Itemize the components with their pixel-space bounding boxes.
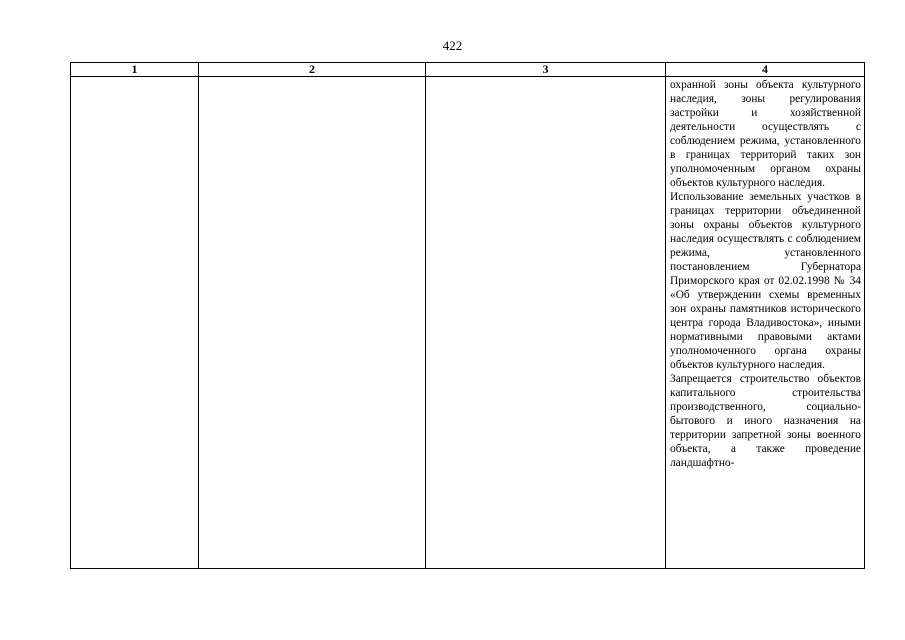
header-cell-1: 1 <box>71 63 199 77</box>
paragraph-construction-ban: Запрещается строительство объектов капитального строительства производственного, социально-бытового и иного назначения на территории запретной зоны военного объекта, а также проведение ландшафтно- <box>670 373 861 469</box>
cell-col-4-text <box>666 77 864 470</box>
cell-col-4 <box>666 77 865 569</box>
paragraph-protection-zone: охранной зоны объекта культурного наследия, зоны регулирования застройки и хозяйственной деятельности осуществлять с соблюдением режима, установленного в границах территорий таких зон уполномоченным органом охраны объектов культурного наследия. <box>670 79 861 189</box>
header-cell-2: 2 <box>199 63 426 77</box>
paragraph-land-use: Использование земельных участков в границах территории объединенной зоны охраны объектов культурного наследия осуществлять с соблюдением режима, установленного постановлением Губернатора Приморского края от 02.02.1998 № 34 «Об утверждении схемы временных зон охраны памятников исторического центра города Владивостока», иными нормативными правовыми актами уполномоченного органа охраны объектов культурного наследия. <box>670 191 861 371</box>
cell-col-3 <box>426 77 666 569</box>
table-row <box>71 77 865 569</box>
cell-col-2 <box>199 77 426 569</box>
page-number: 422 <box>442 38 463 53</box>
cell-col-1 <box>71 77 199 569</box>
header-cell-4: 4 <box>666 63 865 77</box>
header-cell-3: 3 <box>426 63 666 77</box>
document-table <box>70 62 865 569</box>
header-row <box>71 63 865 77</box>
